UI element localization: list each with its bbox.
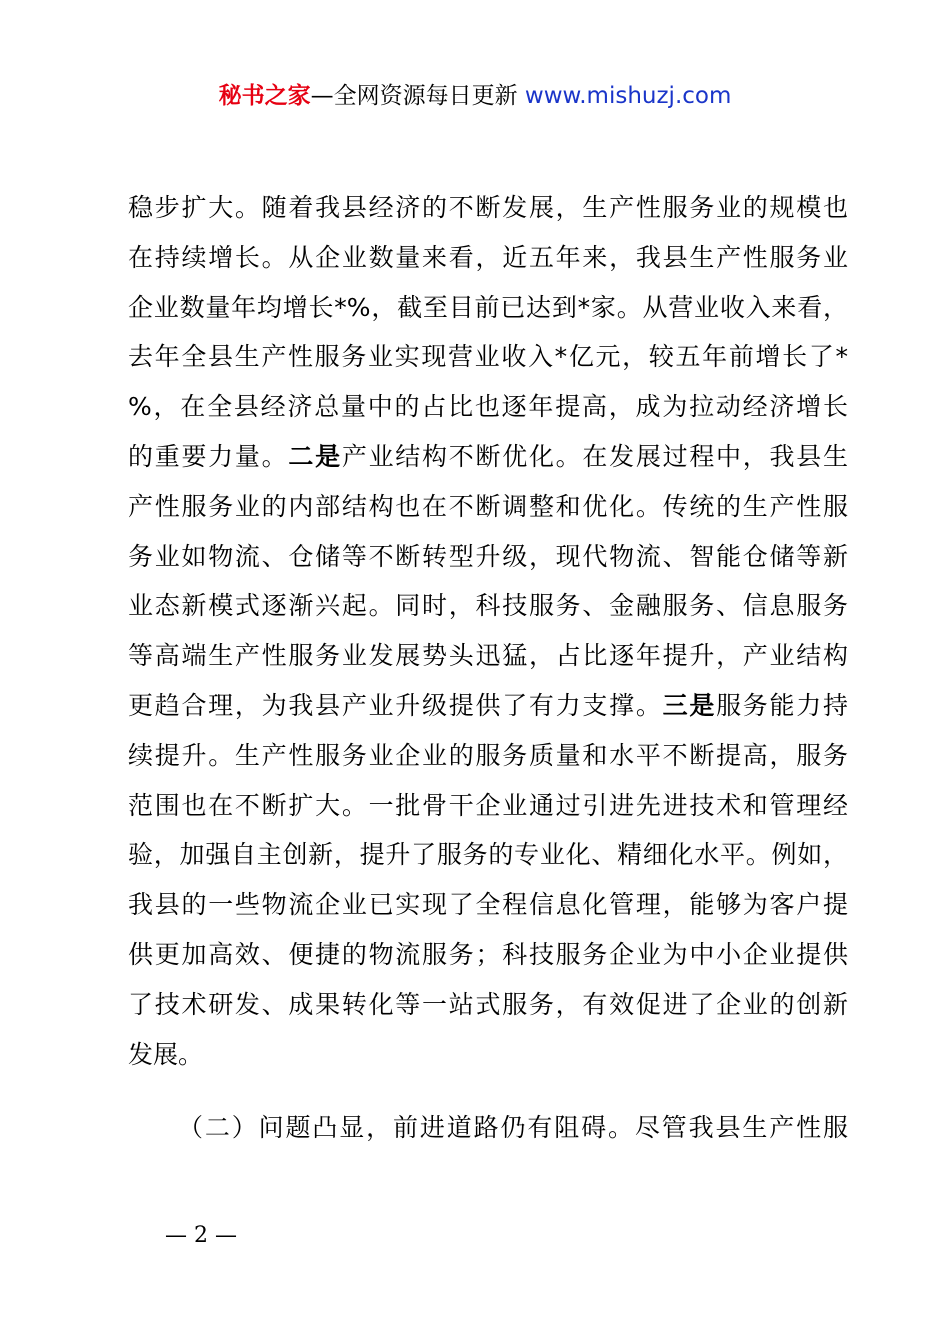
text-line: 等高端生产性服务业发展势头迅猛，占比逐年提升，产业结构: [128, 641, 848, 671]
header-tagline: —全网资源每日更新: [310, 83, 518, 109]
text-line: 企业数量年均增长*%，截至目前已达到*家。从营业收入来看，: [128, 292, 848, 322]
bold-label: 三是: [662, 690, 717, 720]
text-line: 供更加高效、便捷的物流服务；科技服务企业为中小企业提供: [128, 939, 848, 969]
bold-label: 二是: [288, 441, 342, 471]
site-header: [0, 78, 950, 114]
text-segment: 产业结构不断优化。在发展过程中，我县生: [341, 441, 848, 471]
brand-name: 秘书之家: [218, 83, 311, 109]
site-url-link[interactable]: www.mishuzj.com: [524, 83, 732, 109]
text-segment: 更趋合理，为我县产业升级提供了有力支撑。: [128, 690, 663, 720]
text-line: 了技术研发、成果转化等一站式服务，有效促进了企业的创新: [128, 989, 848, 1019]
text-line: 务业如物流、仓储等不断转型升级，现代物流、智能仓储等新: [128, 541, 848, 571]
text-line: 续提升。生产性服务业企业的服务质量和水平不断提高，服务: [128, 740, 848, 770]
text-segment: 的重要力量。: [128, 441, 289, 471]
text-segment: 服务能力持: [716, 690, 848, 720]
paragraph-spacer: [128, 1079, 848, 1103]
text-line: 范围也在不断扩大。一批骨干企业通过引进先进技术和管理经: [128, 790, 848, 820]
text-line: 产性服务业的内部结构也在不断调整和优化。传统的生产性服: [128, 491, 848, 521]
text-line: 业态新模式逐渐兴起。同时，科技服务、金融服务、信息服务: [128, 591, 848, 621]
text-line: [128, 432, 848, 482]
text-line: %，在全县经济总量中的占比也逐年提高，成为拉动经济增长: [128, 392, 848, 422]
document-body: [128, 183, 848, 1153]
text-line: 在持续增长。从企业数量来看，近五年来，我县生产性服务业: [128, 242, 848, 272]
page-number: — 2 —: [165, 1223, 237, 1248]
text-line: [128, 681, 848, 731]
text-line: 发展。: [128, 1039, 204, 1069]
text-line: 我县的一些物流企业已实现了全程信息化管理，能够为客户提: [128, 890, 848, 920]
text-line: 去年全县生产性服务业实现营业收入*亿元，较五年前增长了*: [128, 342, 848, 372]
text-line: 验，加强自主创新，提升了服务的专业化、精细化水平。例如，: [128, 840, 848, 870]
text-line: 稳步扩大。随着我县经济的不断发展，生产性服务业的规模也: [128, 193, 848, 222]
section-heading-line: （二）问题凸显，前进道路仍有阻碍。尽管我县生产性服: [178, 1113, 848, 1143]
